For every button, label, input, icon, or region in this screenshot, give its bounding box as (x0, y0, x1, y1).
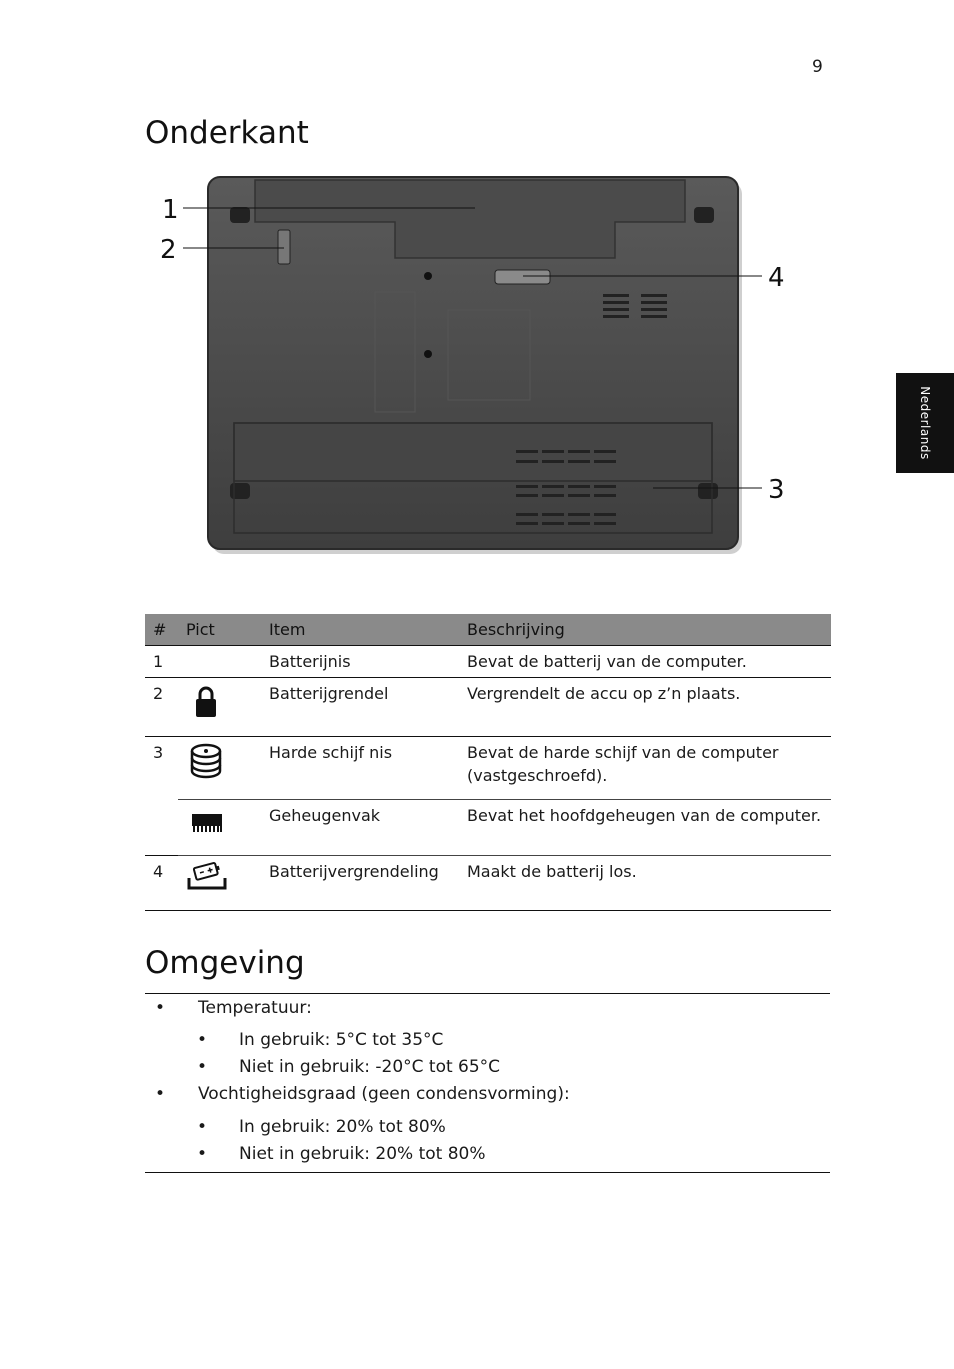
environment-list (145, 993, 830, 1173)
row-item: Batterijvergrendeling (261, 856, 459, 911)
bullet: • (197, 1117, 208, 1137)
bullet: • (197, 1030, 208, 1050)
callout-3: 3 (768, 475, 785, 505)
table-header-item: Item (261, 614, 459, 646)
table-header-description: Beschrijving (459, 614, 831, 646)
temperature-in-use: In gebruik: 5°C tot 35°C (239, 1030, 444, 1050)
table-row (145, 737, 831, 800)
temperature-not-in-use: Niet in gebruik: -20°C tot 65°C (239, 1057, 501, 1077)
row-description: Maakt de batterij los. (459, 856, 831, 911)
row-item: Geheugenvak (261, 800, 459, 856)
table-header-pict: Pict (178, 614, 261, 646)
battery-release-icon (186, 860, 228, 894)
humidity-not-in-use: Niet in gebruik: 20% tot 80% (239, 1144, 486, 1164)
row-description: Bevat de harde schijf van de computer (vastgeschroefd). (459, 737, 831, 800)
callout-1: 1 (162, 195, 179, 225)
section-title-omgeving: Omgeving (145, 945, 305, 981)
temperature-label: Temperatuur: (198, 998, 312, 1018)
table-header-row (145, 614, 831, 646)
row-description: Bevat het hoofdgeheugen van de computer. (459, 800, 831, 856)
row-item: Batterijgrendel (261, 678, 459, 737)
humidity-label: Vochtigheidsgraad (geen condensvorming): (198, 1084, 570, 1104)
callout-2: 2 (160, 235, 177, 265)
page-number: 9 (812, 57, 823, 77)
bullet: • (155, 1084, 166, 1104)
section-title-onderkant: Onderkant (145, 115, 309, 151)
language-tab-label: Nederlands (918, 386, 932, 460)
parts-table (145, 614, 831, 911)
language-tab (896, 373, 954, 473)
row-num: 3 (153, 743, 164, 762)
row-description: Vergrendelt de accu op z’n plaats. (459, 678, 831, 737)
memory-icon (186, 804, 226, 838)
row-pict (178, 800, 261, 856)
row-num: 2 (145, 678, 178, 737)
row-item: Harde schijf nis (261, 737, 459, 800)
bullet: • (197, 1144, 208, 1164)
row-pict (178, 737, 261, 800)
table-row (145, 646, 831, 678)
row-pict (178, 678, 261, 737)
humidity-in-use: In gebruik: 20% tot 80% (239, 1117, 446, 1137)
row-num: 4 (145, 856, 178, 911)
table-row (145, 856, 831, 911)
row-pict (178, 856, 261, 911)
laptop-bottom-illustration (150, 170, 800, 570)
bullet: • (197, 1057, 208, 1077)
callout-4: 4 (768, 263, 785, 293)
table-header-num: # (145, 614, 178, 646)
row-item: Batterijnis (261, 646, 459, 678)
row-description: Bevat de batterij van de computer. (459, 646, 831, 678)
bullet: • (155, 998, 166, 1018)
hard-disk-icon (186, 741, 226, 783)
table-row (145, 678, 831, 737)
row-pict (178, 646, 261, 678)
table-row (145, 800, 831, 856)
row-num: 1 (145, 646, 178, 678)
lock-icon (186, 682, 226, 722)
